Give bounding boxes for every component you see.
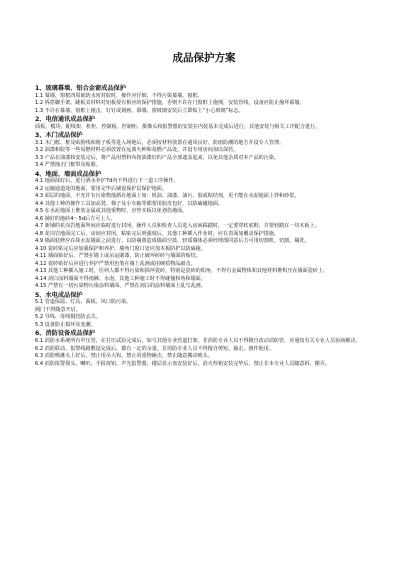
section-paragraph: 3.2 油漆和胶等一些易燃材料必须放置在远离火种和易燃产品处，并设专用房间加以保管。 [35,147,239,154]
section-paragraph: 5.1 管道保温、灯具、面板、风口防污染。 [35,299,132,306]
section-paragraph: 4.1 地面抹好后，进行洒水养护7d内不得进行下一道工序操作。 [35,178,179,185]
section-paragraph: 阀门不得随意开启。 [35,306,81,313]
section-heading: 6、消防设备成品保护 [35,330,95,338]
section-heading: 4、地面、墙面成品保护 [35,170,102,178]
section-paragraph: 4.7 新铺的花岗岩地面所间应临时进行封闭，操作人员和检查人员进入房间踩踏时，一定要穿软底鞋，并要轻踏在一块木板上。 [35,223,320,230]
section-paragraph: 1.3 不许在幕墙、窗框上撞击，钉钉或刻画。幕墙、窗玻璃安装后立即贴上“小心玻璃”标志。 [35,107,244,114]
section-paragraph: 6.3 消防喷淋头上好后，禁止用吊大钩、禁止用重物砸击，禁止随意搬动喷头。 [35,353,213,360]
section-paragraph: 4.5 在水泥地面上堆放金属或其他重物时，应垫木板以免划伤地面。 [35,208,188,215]
section-paragraph: 4.2 运输通道处的地面，要用完毕后铺设保护层保护地面。 [35,185,167,192]
section-paragraph: 1.1 幕墙、窗框四周嵌防水密封胶时，操作应仔细，不得污染幕墙、窗框。 [35,92,203,99]
section-paragraph: 4.14 刮白涂料墙面不得雨淋、水泡，其他工种施工时不得碰撞和角和墙面。 [35,275,206,282]
section-paragraph: 4.3 面层的地面，不允许有污染物落洒在地面上如：机油、油漆、油污、胶或粘结剂，更不能在水泥地面上拌和砂浆。 [35,193,300,200]
section-heading: 5、水电成品保护 [35,291,83,299]
section-paragraph: 1.2 拆搭脚手架、跳板其材料对铝板要有相应的保护措施，否则不许在门窗框上拖拽，安装管线，设备应防止撞坏幕墙。 [35,100,305,107]
section-paragraph: 6.2 消防联动、报警线路敷设完成后，都有一定的余量，非消防专业人员不得擅自剪短、抽走、擅作他用。 [35,345,274,352]
document-body [35,84,369,368]
section-paragraph: 4.6 铺好的地砖4～5d后方可上人。 [35,215,116,222]
section-heading: 3、木门成品保护 [35,132,83,140]
section-paragraph: 4.10 瓷砖贴完后应加强保护和养护，墙角门窗口处应加木板防护以防磕撞。 [35,245,206,252]
section-paragraph: 4.15 严禁有一切污染物污染涂料墙面，严禁在刮白的涂料墙面上乱写乱画。 [35,283,206,290]
section-paragraph: 4.11 墙面贴好后，严禁在墙上或吊运刷漆，防止破坏砖砖与墙面的贴结。 [35,253,201,260]
section-paragraph: 4.4 其他工种的操作工具加高凳、梯子及小车轴等都要用胶皮包好，以防磕碰地面。 [35,200,224,207]
section-paragraph: 5.2 导线、母线铜管防丢失。 [35,314,101,321]
section-paragraph: 4.13 其他工种插入施工时，任何人都不得污染和损坏瓷砖，特别是瓷砖的阳角，不得有金属物体和其他材料堆积压在墙面瓷砖上。 [35,268,329,275]
section-paragraph: 4.8 花岗岩地面完工后，房间应封闭，粘贴完后到强度后，其他工种插入作业时，应在表面加覆盖保护措施。 [35,230,280,237]
section-paragraph: 3.3 产品在油漆和安装完后，将产品用塑料布按油漆好的产品全部遮盖起来，以免其他杂质对本产品的污染。 [35,154,280,161]
section-heading: 2、电信通讯成品保护 [35,116,95,124]
section-paragraph: 6.1 消防水系统所有甲压管，在打压试验完成后，如与其他专业管道打架，非消防专业人员不得擅自改动消防管，应通知有关专业人员协商解决。 [35,338,361,345]
section-paragraph: 5.3 设备防止损坏及变潮。 [35,321,96,328]
section-paragraph: 6.4 消防报警探头、喇叭、手报按钮、声光报警器、楼层显示盘安装好后，消火栓箱安装完毕后，禁止非本专业人员随意拆、搬弄。 [35,360,330,367]
section-paragraph: 面板、模块、配线架、机柜、控制箱、控制柜、摄像头和报警器的安装在内装基本完成后进行，其他安装与相关工序配合进行。 [35,123,321,130]
section-paragraph: 4.12 瓷砖贴好后应进行养护严禁用色笔在墙上乱画或用硬质物品敲击。 [35,260,196,267]
section-heading: 1、玻璃幕墙、铝合金窗成品保护 [35,85,126,92]
section-paragraph: 3.1 木门框、框及贴脸线和箱子板等进入场地后，必须按材料放置在通风良好、防雨防潮的地方并设专人管理。 [35,139,285,146]
document-title: 成品保护方案 [172,52,236,64]
section-paragraph: 4.9 墙面装修应在抹水泥墙面之前进行，以防剔凿造成墙面空鼓，轻质墙体必须经埋部同意后方可用切割机、切割、剔洗。 [35,238,310,245]
section-paragraph: 3.4 严禁撞击门框带及贴脸。 [35,162,101,169]
